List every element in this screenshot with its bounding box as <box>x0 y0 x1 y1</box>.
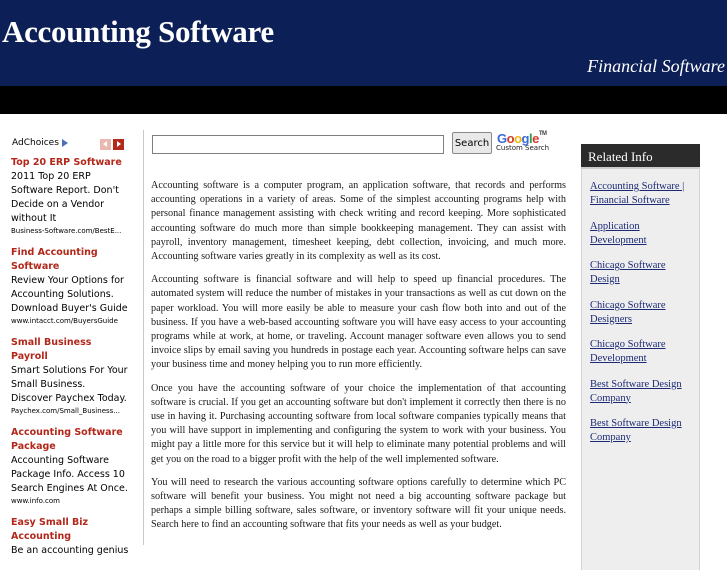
site-header <box>0 0 727 86</box>
ad-title[interactable]: Easy Small Biz Accounting <box>11 517 89 542</box>
article-paragraph: Accounting software is financial software and will help to speed up financial procedures. The automated system will reduce the number of mistakes in your transactions as well as cut down on the paper workload. You will more easily be able to measure your cash flow both into and out of the business. If you have a web-based accounting software you will have easy access to your accounting programs while at work, at home, or traveling. Account manager software even allows you to send invoice slips by email saving you hundreds in postage each year. Accounting software helps can save your business time and money helping you to run more efficiently. <box>151 274 566 371</box>
ad-description: Accounting Software Package Info. Access 10 Search Engines At Once. <box>11 455 128 494</box>
article-content <box>151 179 566 542</box>
adchoices-link[interactable] <box>12 138 68 148</box>
ad-title[interactable]: Find Accounting Software <box>11 247 98 272</box>
ad-item[interactable] <box>11 336 129 417</box>
nav-bar <box>0 86 727 114</box>
ad-column <box>0 136 130 556</box>
ad-title[interactable]: Accounting Software Package <box>11 427 123 452</box>
ad-item[interactable] <box>11 426 129 507</box>
google-logo: Google™ <box>497 131 547 146</box>
ad-description: Be an accounting genius <box>11 545 129 556</box>
adchoices-icon <box>62 139 68 147</box>
related-link[interactable]: Best Software Design Company <box>590 418 682 443</box>
site-title[interactable]: Accounting Software <box>2 14 274 49</box>
ad-item[interactable] <box>11 156 129 237</box>
google-tm: TM <box>538 131 547 137</box>
column-divider <box>143 130 144 545</box>
related-link[interactable]: Accounting Software | Financial Software <box>590 181 685 206</box>
ad-description: Review Your Options for Accounting Solutions. Download Buyer's Guide <box>11 275 128 314</box>
search-input[interactable] <box>152 135 444 154</box>
related-link[interactable]: Chicago Software Design <box>590 260 666 285</box>
ad-url[interactable]: Business-Software.com/BestE... <box>11 227 122 235</box>
ad-item[interactable] <box>11 516 129 558</box>
related-info-title: Related Info <box>581 144 700 169</box>
ad-description: Smart Solutions For Your Small Business. Discover Paychex Today. <box>11 365 128 404</box>
related-link[interactable]: Chicago Software Designers <box>590 299 666 325</box>
ad-title[interactable]: Top 20 ERP Software <box>11 157 122 168</box>
ad-url[interactable]: www.intacct.com/BuyersGuide <box>11 317 118 325</box>
ad-title[interactable]: Small Business Payroll <box>11 337 92 362</box>
article-paragraph: Accounting software is a computer program, an application software, that records and performs accounting operations in a variety of areas. Some of the simplest accounting programs help with personal finance management assisting with check writing and record keeping. More sophisticated accounting software do much more than simple bookkeeping management. They can assist with payroll, inventory management, timesheet keeping, debt collection, invoicing, and much more. Accounting software varies greatly in its complexity as well as its cost. <box>151 180 566 263</box>
article-paragraph: Once you have the accounting software of your choice the implementation of that accounting software is crucial. If you get an accounting software but don't implement it correctly then there is no use in having it. Purchasing accounting software from local software companies typically means that you will have support in implementing and configuring the system to work with your business. You might pay a little more for this service but it will help to eliminate many potential problems and will get you on the road to a bigger profit with the help of the well implemented software. <box>151 382 566 465</box>
ad-list <box>11 156 129 567</box>
ad-item[interactable] <box>11 246 129 327</box>
site-tagline: Financial Software <box>587 56 725 76</box>
custom-search-label: Custom Search <box>496 144 550 152</box>
related-link[interactable]: Best Software Design Company <box>590 378 682 404</box>
related-info-panel <box>581 144 700 570</box>
search-button[interactable]: Search <box>452 132 492 154</box>
adchoices-label: AdChoices <box>12 138 59 148</box>
article-paragraph: You will need to research the various accounting software options carefully to determine which PC software will benefit your business. You might not need a big accounting software package but perhaps a simple billing software, sales software, or inventory software will fit your unique needs. Search here to find an accounting software that fits your needs as well as your budget. <box>151 476 566 531</box>
related-link[interactable]: Chicago Software Development <box>590 339 666 364</box>
ad-description: 2011 Top 20 ERP Software Report. Don't Decide on a Vendor without It <box>11 171 119 224</box>
ad-url[interactable]: Paychex.com/Small_Business... <box>11 407 120 415</box>
related-links <box>581 169 700 570</box>
ad-prev-arrow-icon[interactable] <box>100 139 111 150</box>
ad-next-arrow-icon[interactable] <box>113 139 124 150</box>
related-link[interactable]: Application Development <box>590 220 647 246</box>
ad-url[interactable]: www.info.com <box>11 497 60 505</box>
